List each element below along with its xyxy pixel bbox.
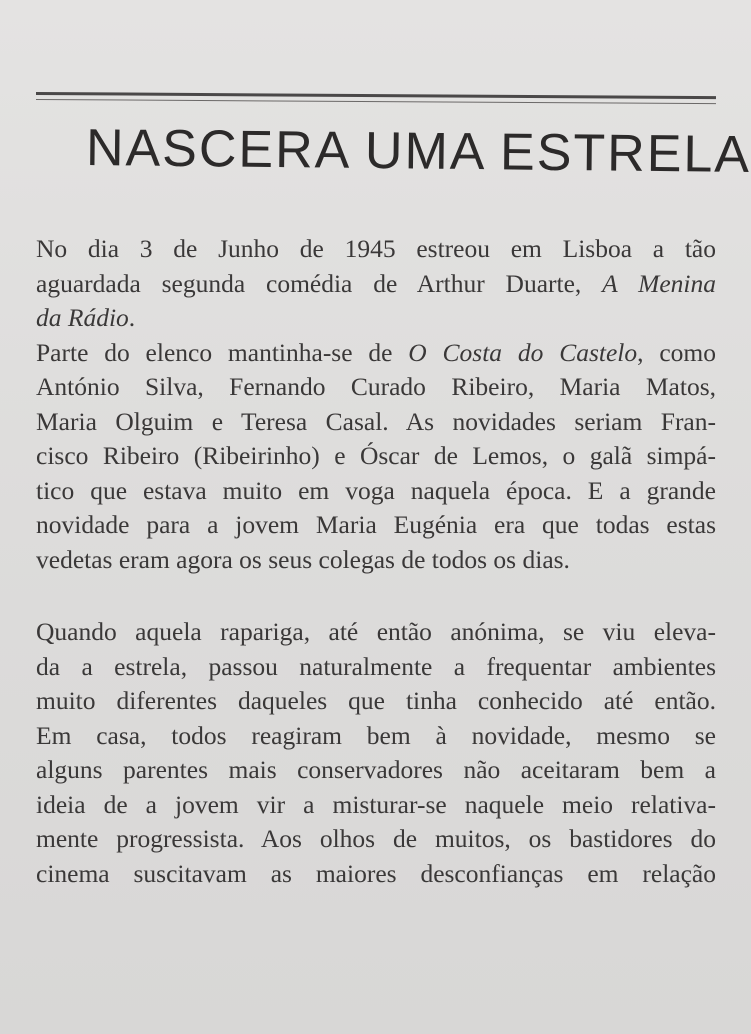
text-line	[36, 232, 716, 267]
text-line	[36, 753, 716, 788]
italic-title-text: O Costa do Castelo	[408, 337, 638, 367]
text-segment: muito diferentes daqueles que tinha conhecido até então.	[36, 686, 716, 715]
text-segment: aguardada segunda comédia de Arthur Duarte,	[36, 268, 603, 298]
text-segment: tico que estava muito em voga naquela época. E a grande	[36, 475, 716, 505]
chapter-title: NASCERA UMA ESTRELA	[85, 119, 751, 184]
text-segment: cisco Ribeiro (Ribeirinho) e Óscar de Lemos, o galã simpá-	[36, 441, 716, 470]
text-line	[36, 719, 716, 754]
text-segment: ideia de a jovem vir a misturar-se naquele meio relativa-	[36, 789, 716, 819]
text-segment: Parte do elenco mantinha-se de	[36, 337, 409, 367]
text-segment: mente progressista. Aos olhos de muitos, os bastidores do	[36, 824, 716, 853]
text-line	[36, 822, 716, 857]
italic-title-text: da Rádio	[36, 303, 129, 332]
text-segment: António Silva, Fernando Curado Ribeiro, Maria Matos,	[36, 372, 716, 401]
paragraph	[36, 232, 716, 577]
text-segment: da a estrela, passou naturalmente a frequentar ambientes	[36, 651, 716, 681]
text-line	[36, 543, 716, 578]
text-segment: novidade para a jovem Maria Eugénia era que todas estas	[36, 510, 716, 539]
text-line	[36, 788, 716, 823]
text-line	[36, 650, 716, 685]
text-segment: Quando aquela rapariga, até então anónima, se viu eleva-	[36, 617, 716, 646]
text-line	[36, 508, 716, 543]
text-segment: , como	[637, 337, 716, 367]
text-line	[36, 684, 716, 719]
text-line	[36, 439, 716, 474]
text-segment: alguns parentes mais conservadores não aceitaram bem a	[36, 755, 716, 784]
text-line	[36, 301, 716, 336]
paragraph-gap	[36, 577, 716, 615]
text-line	[36, 370, 716, 405]
text-segment: Em casa, todos reagiram bem à novidade, mesmo se	[36, 720, 716, 750]
text-segment: .	[128, 303, 136, 332]
header-rule-thin	[36, 99, 716, 104]
text-line	[36, 615, 716, 650]
paragraph	[36, 615, 716, 891]
text-line	[36, 267, 716, 302]
italic-title-text: A Menina	[602, 268, 716, 298]
text-segment: vedetas eram agora os seus colegas de todos os dias.	[36, 544, 570, 574]
text-line	[36, 336, 716, 371]
text-line	[36, 474, 716, 509]
text-line	[36, 405, 716, 440]
text-segment: Maria Olguim e Teresa Casal. As novidades seriam Fran-	[36, 406, 716, 436]
header-rule	[36, 92, 716, 99]
body-text	[36, 232, 716, 891]
text-line	[36, 857, 716, 892]
text-segment: cinema suscitavam as maiores desconfianças em relação	[36, 858, 716, 888]
text-segment: No dia 3 de Junho de 1945 estreou em Lisboa a tão	[36, 234, 716, 263]
